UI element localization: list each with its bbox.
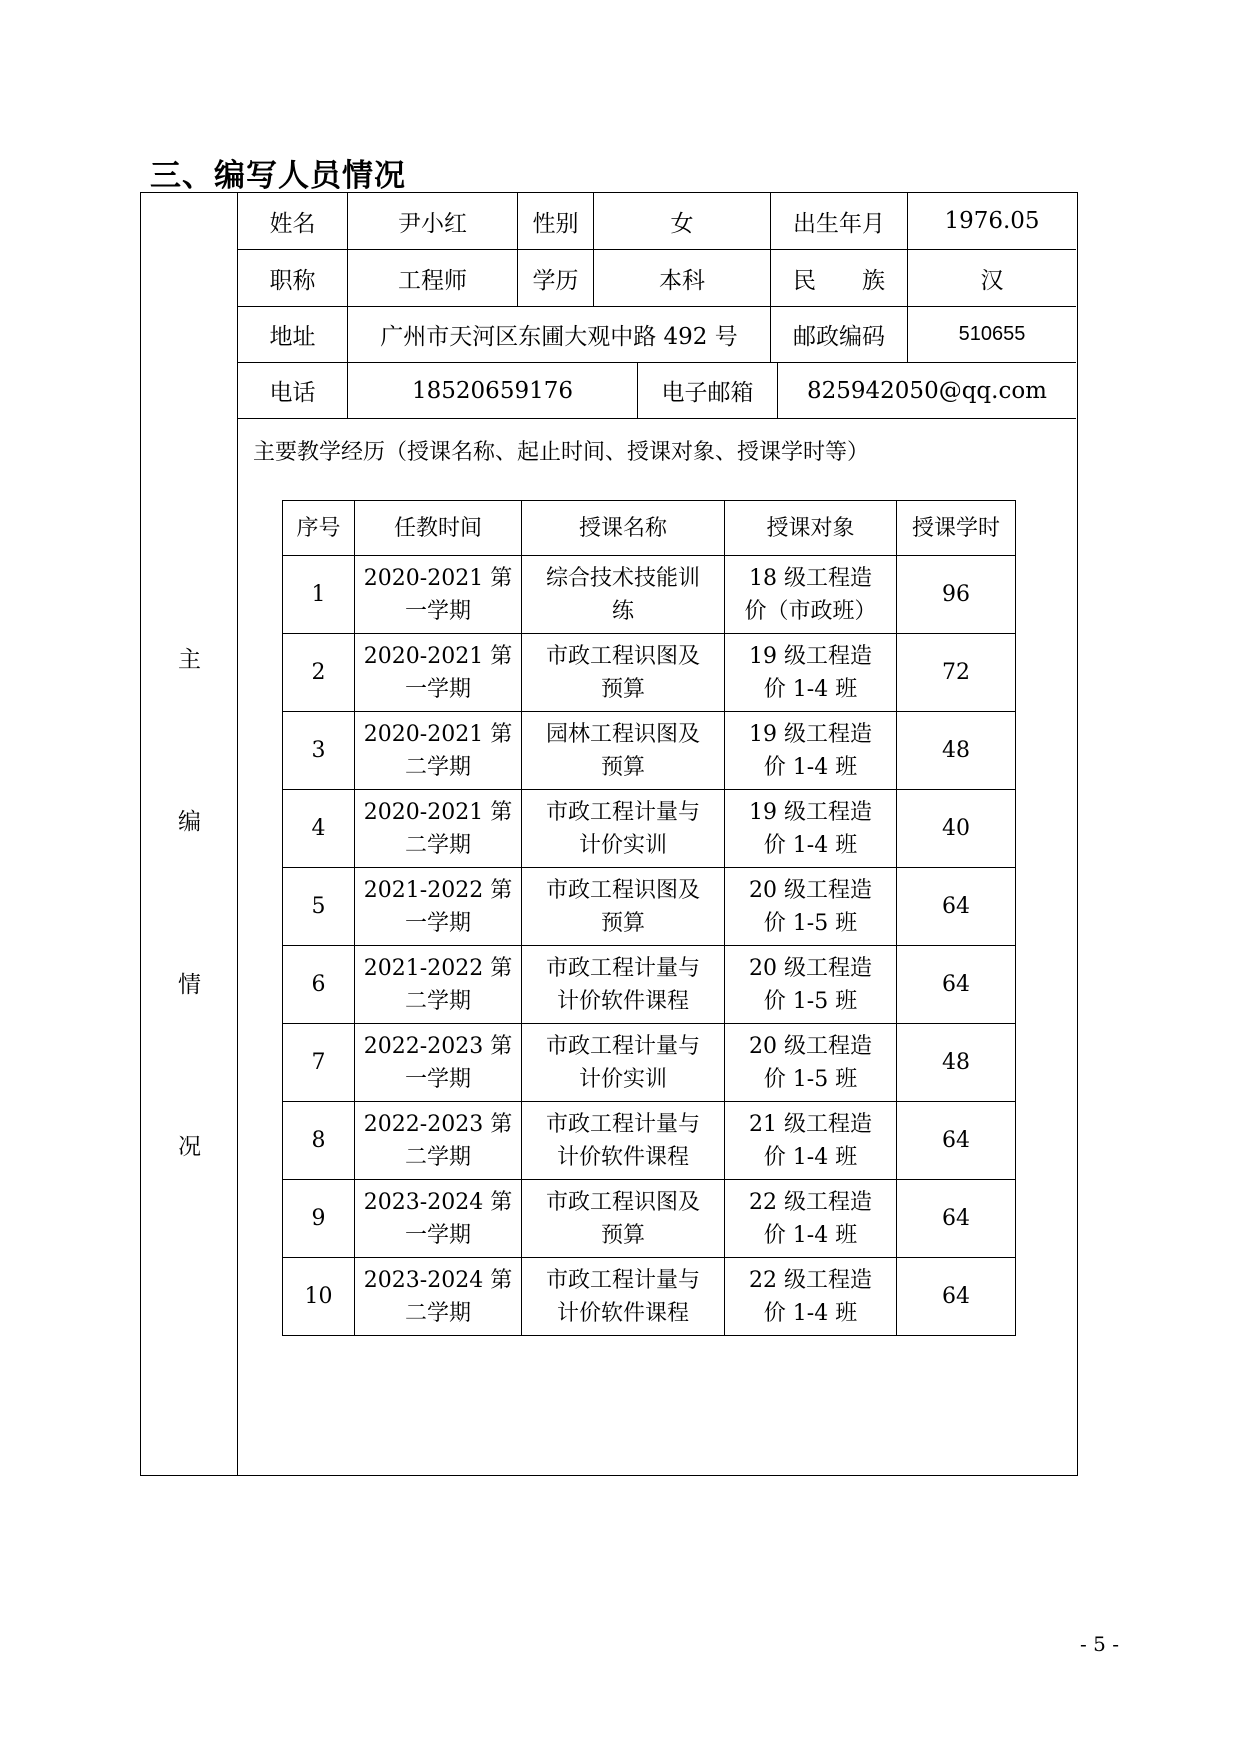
row-course-line: 市政工程计量与 xyxy=(545,1111,700,1137)
table-row xyxy=(283,556,1016,634)
row-time-line: 一学期 xyxy=(404,1222,471,1248)
row-course-line: 市政工程计量与 xyxy=(545,1267,700,1293)
section-title: 三、编写人员情况 xyxy=(150,158,406,194)
header-target: 授课对象 xyxy=(725,501,897,556)
name-value: 尹小红 xyxy=(348,193,518,250)
row-target xyxy=(725,946,897,1024)
row-hours xyxy=(897,1258,1016,1336)
row-no-line: 9 xyxy=(311,1206,326,1231)
ethnic-value: 汉 xyxy=(908,250,1076,307)
address-value: 广州市天河区东圃大观中路 492 号 xyxy=(348,307,771,363)
row-target-line: 19 级工程造 xyxy=(749,643,872,669)
row-target-line: 20 级工程造 xyxy=(749,955,872,981)
row-target-line: 22 级工程造 xyxy=(749,1267,872,1293)
teaching-history-table xyxy=(282,500,1016,1336)
header-course: 授课名称 xyxy=(522,501,725,556)
row-target xyxy=(725,634,897,712)
phone-value: 18520659176 xyxy=(348,363,638,419)
row-time xyxy=(355,1180,522,1258)
row-target xyxy=(725,556,897,634)
row-course xyxy=(522,946,725,1024)
gender-value: 女 xyxy=(594,193,771,250)
row-no xyxy=(283,556,355,634)
row-course xyxy=(522,1102,725,1180)
row-no xyxy=(283,1258,355,1336)
row-time xyxy=(355,790,522,868)
row-hours-line: 64 xyxy=(942,1128,970,1153)
row-no xyxy=(283,1102,355,1180)
education-label: 学历 xyxy=(518,250,594,307)
row-time-line: 2022-2023 第 xyxy=(363,1111,513,1137)
row-hours xyxy=(897,556,1016,634)
table-row xyxy=(283,1102,1016,1180)
email-value: 825942050@qq.com xyxy=(778,363,1076,419)
row-target xyxy=(725,1258,897,1336)
row-course-line: 练 xyxy=(611,598,634,624)
row-target xyxy=(725,790,897,868)
row-time-line: 一学期 xyxy=(404,598,471,624)
row-time-line: 2022-2023 第 xyxy=(363,1033,513,1059)
row-course xyxy=(522,712,725,790)
gender-label: 性别 xyxy=(518,193,594,250)
row-no-line: 10 xyxy=(304,1284,333,1309)
row-time-line: 2020-2021 第 xyxy=(363,799,513,825)
row-time xyxy=(355,1102,522,1180)
title-value: 工程师 xyxy=(348,250,518,307)
education-value: 本科 xyxy=(594,250,771,307)
row-course-line: 计价软件课程 xyxy=(556,988,689,1014)
row-course xyxy=(522,790,725,868)
row-no-line: 6 xyxy=(311,972,326,997)
row-time-line: 2023-2024 第 xyxy=(363,1189,513,1215)
row-course-line: 预算 xyxy=(600,676,645,702)
row-time-line: 2020-2021 第 xyxy=(363,643,513,669)
table-row xyxy=(283,634,1016,712)
address-label: 地址 xyxy=(238,307,348,363)
table-row xyxy=(283,1180,1016,1258)
title-label: 职称 xyxy=(238,250,348,307)
row-time-line: 2021-2022 第 xyxy=(363,877,513,903)
table-row xyxy=(283,868,1016,946)
row-course-line: 计价软件课程 xyxy=(556,1144,689,1170)
row-target-line: 18 级工程造 xyxy=(749,565,872,591)
row-time-line: 一学期 xyxy=(404,1066,471,1092)
row-time-line: 二学期 xyxy=(404,832,471,858)
side-label-char: 况 xyxy=(178,1134,201,1160)
postcode-value: 510655 xyxy=(908,307,1076,363)
birth-label: 出生年月 xyxy=(771,193,908,250)
row-course xyxy=(522,1024,725,1102)
row-course-line: 市政工程识图及 xyxy=(545,877,700,903)
row-course xyxy=(522,556,725,634)
header-no: 序号 xyxy=(283,501,355,556)
row-course xyxy=(522,634,725,712)
row-target-line: 价 1-4 班 xyxy=(763,676,858,702)
row-no xyxy=(283,712,355,790)
side-label-char: 情 xyxy=(178,972,201,998)
row-target-line: 价 1-4 班 xyxy=(763,754,858,780)
postcode-label: 邮政编码 xyxy=(771,307,908,363)
row-no xyxy=(283,868,355,946)
row-no-line: 8 xyxy=(311,1128,326,1153)
row-hours xyxy=(897,1180,1016,1258)
row-time xyxy=(355,712,522,790)
row-hours-line: 48 xyxy=(942,1050,970,1075)
row-time-line: 2020-2021 第 xyxy=(363,721,513,747)
row-course-line: 市政工程识图及 xyxy=(545,1189,700,1215)
row-time-line: 二学期 xyxy=(404,988,471,1014)
row-time xyxy=(355,946,522,1024)
row-course-line: 预算 xyxy=(600,910,645,936)
row-hours xyxy=(897,1024,1016,1102)
side-label-char: 编 xyxy=(178,809,201,835)
row-target-line: 21 级工程造 xyxy=(749,1111,872,1137)
row-course-line: 预算 xyxy=(600,1222,645,1248)
row-time-line: 一学期 xyxy=(404,676,471,702)
row-target xyxy=(725,1024,897,1102)
row-time xyxy=(355,1024,522,1102)
side-label-column xyxy=(141,193,238,1475)
row-course xyxy=(522,1258,725,1336)
row-no-line: 1 xyxy=(311,582,326,607)
side-label-char: 主 xyxy=(178,647,201,673)
row-time xyxy=(355,868,522,946)
row-no xyxy=(283,1180,355,1258)
row-course-line: 市政工程计量与 xyxy=(545,955,700,981)
row-time xyxy=(355,1258,522,1336)
email-label: 电子邮箱 xyxy=(638,363,778,419)
row-course-line: 市政工程计量与 xyxy=(545,799,700,825)
row-hours xyxy=(897,946,1016,1024)
row-target-line: 20 级工程造 xyxy=(749,877,872,903)
row-time-line: 2020-2021 第 xyxy=(363,565,513,591)
birth-value: 1976.05 xyxy=(908,193,1076,250)
row-time-line: 二学期 xyxy=(404,754,471,780)
row-hours-line: 48 xyxy=(942,738,970,763)
row-course-line: 预算 xyxy=(600,754,645,780)
table-row xyxy=(283,790,1016,868)
row-hours-line: 64 xyxy=(942,1284,970,1309)
editor-info-form xyxy=(140,192,1078,1476)
row-hours xyxy=(897,634,1016,712)
row-no-line: 4 xyxy=(311,816,326,841)
table-header-row xyxy=(283,501,1016,556)
row-course-line: 市政工程识图及 xyxy=(545,643,700,669)
row-time-line: 二学期 xyxy=(404,1300,471,1326)
row-target-line: 价 1-4 班 xyxy=(763,832,858,858)
row-target-line: 价 1-5 班 xyxy=(763,910,858,936)
row-no-line: 2 xyxy=(311,660,326,685)
row-course-line: 市政工程计量与 xyxy=(545,1033,700,1059)
row-course xyxy=(522,1180,725,1258)
row-hours xyxy=(897,790,1016,868)
row-target xyxy=(725,868,897,946)
row-target-line: 20 级工程造 xyxy=(749,1033,872,1059)
table-row xyxy=(283,946,1016,1024)
row-target-line: 19 级工程造 xyxy=(749,799,872,825)
row-target-line: 价 1-5 班 xyxy=(763,988,858,1014)
page-number: - 5 - xyxy=(1080,1632,1119,1656)
row-target-line: 价 1-4 班 xyxy=(763,1222,858,1248)
header-hours: 授课学时 xyxy=(897,501,1016,556)
row-hours-line: 64 xyxy=(942,972,970,997)
row-no xyxy=(283,634,355,712)
table-row xyxy=(283,1024,1016,1102)
row-course-line: 计价实训 xyxy=(578,1066,667,1092)
row-no xyxy=(283,790,355,868)
row-hours-line: 64 xyxy=(942,1206,970,1231)
row-no xyxy=(283,946,355,1024)
row-hours-line: 96 xyxy=(942,582,970,607)
row-hours xyxy=(897,868,1016,946)
row-target xyxy=(725,1180,897,1258)
row-course xyxy=(522,868,725,946)
row-time xyxy=(355,634,522,712)
row-target xyxy=(725,712,897,790)
row-course-line: 计价实训 xyxy=(578,832,667,858)
row-target-line: 价（市政班） xyxy=(744,598,877,624)
row-target-line: 19 级工程造 xyxy=(749,721,872,747)
table-row xyxy=(283,712,1016,790)
row-no-line: 5 xyxy=(311,894,326,919)
table-row xyxy=(283,1258,1016,1336)
row-hours-line: 64 xyxy=(942,894,970,919)
row-hours-line: 40 xyxy=(942,816,970,841)
teaching-caption: 主要教学经历（授课名称、起止时间、授课对象、授课学时等） xyxy=(253,440,870,465)
row-time-line: 2023-2024 第 xyxy=(363,1267,513,1293)
row-course-line: 计价软件课程 xyxy=(556,1300,689,1326)
phone-label: 电话 xyxy=(238,363,348,419)
row-target-line: 价 1-5 班 xyxy=(763,1066,858,1092)
row-time xyxy=(355,556,522,634)
row-target-line: 价 1-4 班 xyxy=(763,1144,858,1170)
row-hours xyxy=(897,1102,1016,1180)
row-no-line: 3 xyxy=(311,738,326,763)
row-course-line: 综合技术技能训 xyxy=(545,565,700,591)
row-target-line: 22 级工程造 xyxy=(749,1189,872,1215)
row-hours xyxy=(897,712,1016,790)
ethnic-label: 民 族 xyxy=(771,250,908,307)
row-hours-line: 72 xyxy=(942,660,970,685)
row-time-line: 二学期 xyxy=(404,1144,471,1170)
row-target-line: 价 1-4 班 xyxy=(763,1300,858,1326)
row-time-line: 2021-2022 第 xyxy=(363,955,513,981)
row-target xyxy=(725,1102,897,1180)
row-no xyxy=(283,1024,355,1102)
row-time-line: 一学期 xyxy=(404,910,471,936)
row-no-line: 7 xyxy=(311,1050,326,1075)
row-course-line: 园林工程识图及 xyxy=(545,721,700,747)
header-time: 任教时间 xyxy=(355,501,522,556)
name-label: 姓名 xyxy=(238,193,348,250)
